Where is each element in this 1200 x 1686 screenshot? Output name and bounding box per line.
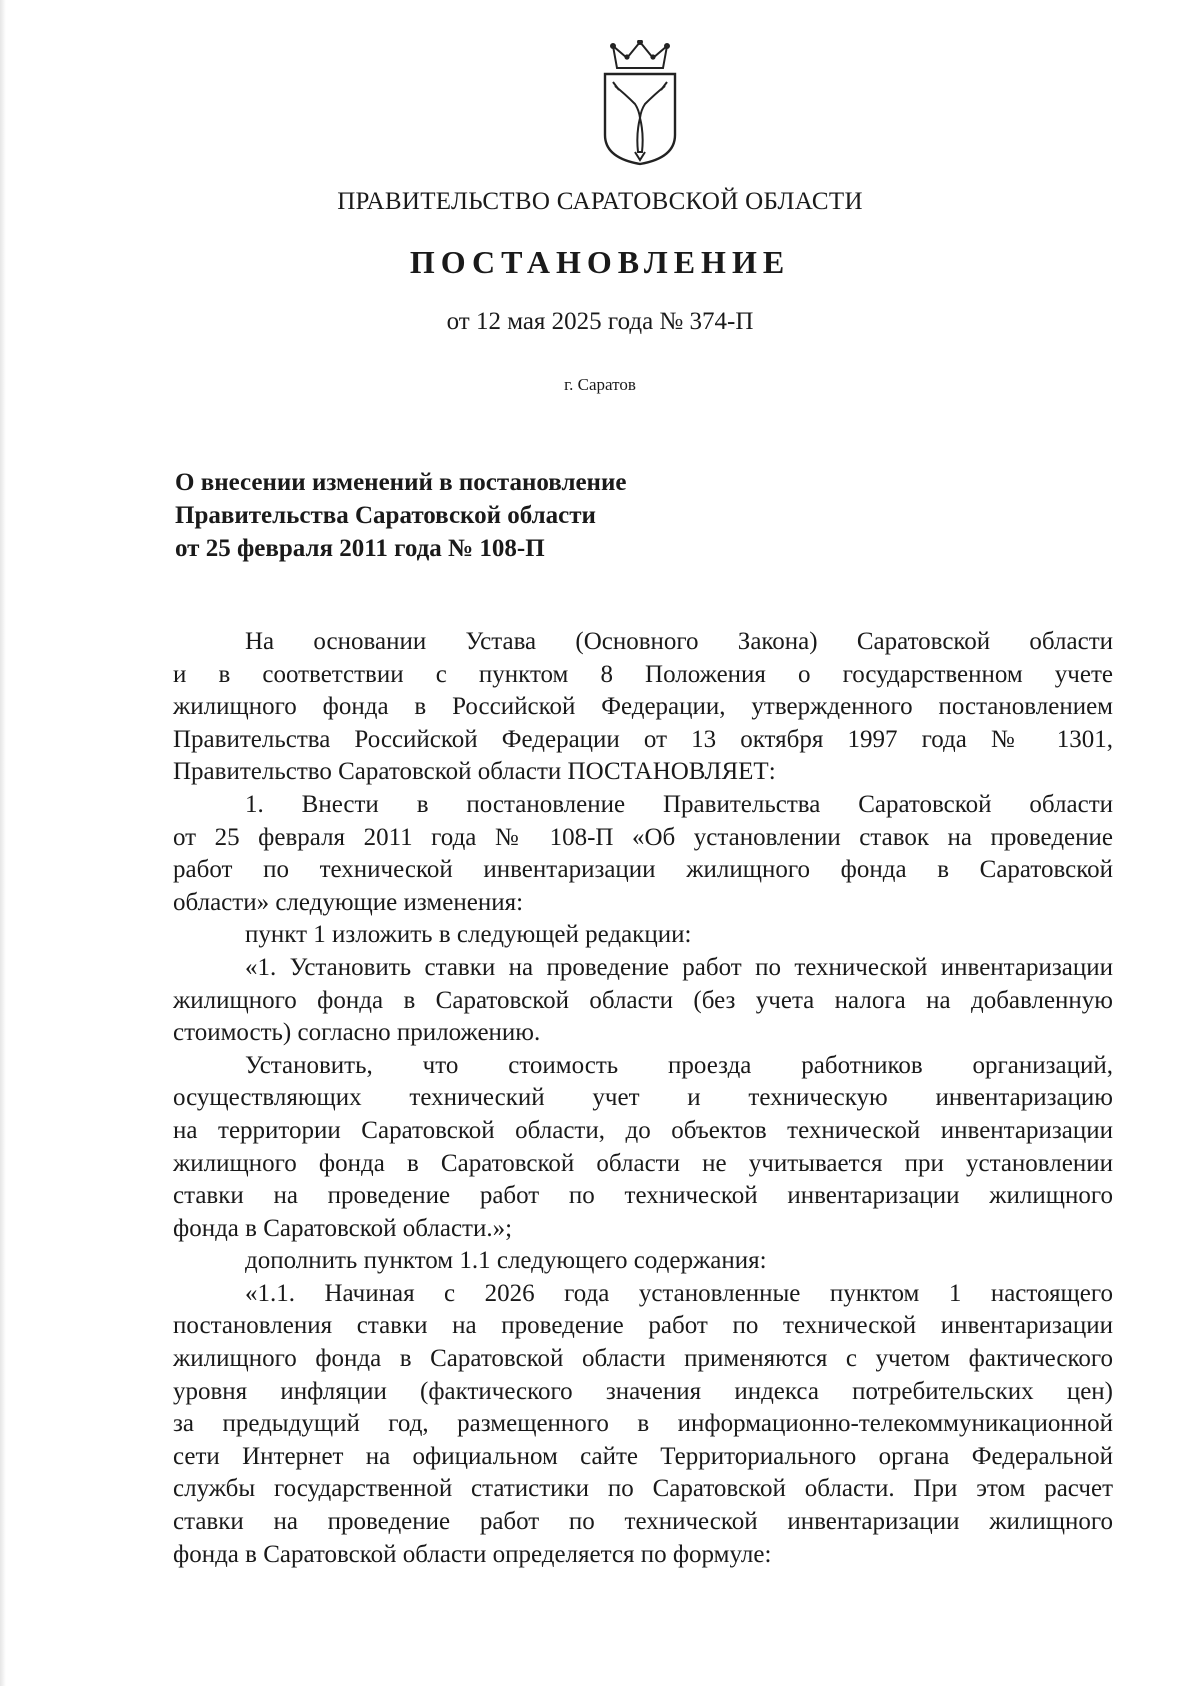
saratov-coat-of-arms-icon (595, 40, 685, 170)
document-city: г. Саратов (564, 375, 636, 394)
body-line: постановления ставки на проведение работ по технической инвентаризации (173, 1312, 1113, 1340)
body-line: жилищного фонда в Саратовской области (без учета налога на добавленную (173, 986, 1113, 1014)
body-line: 1. Внести в постановление Правительства Саратовской области (245, 790, 1113, 818)
body-line: и в соответствии с пунктом 8 Положения о государственном учете (173, 660, 1113, 688)
issuing-authority: ПРАВИТЕЛЬСТВО САРАТОВСКОЙ ОБЛАСТИ (337, 188, 863, 215)
body-line: на территории Саратовской области, до объектов технической инвентаризации (173, 1116, 1113, 1144)
subject-line: от 25 февраля 2011 года № 108-П (175, 535, 545, 562)
document-type: ПОСТАНОВЛЕНИЕ (409, 244, 791, 280)
body-line: от 25 февраля 2011 года № 108-П «Об установлении ставок на проведение (173, 823, 1113, 851)
body-line: пункт 1 изложить в следующей редакции: (245, 921, 692, 949)
body-line: жилищного фонда в Саратовской области не учитывается при установлении (173, 1149, 1113, 1177)
body-line: фонда в Саратовской области.»; (173, 1214, 513, 1242)
body-line: На основании Устава (Основного Закона) Саратовской области (245, 628, 1113, 655)
body-line: работ по технической инвентаризации жилищного фонда в Саратовской (173, 856, 1113, 884)
subject-line: О внесении изменений в постановление (175, 469, 627, 496)
body-line: ставки на проведение работ по технической инвентаризации жилищного (173, 1182, 1113, 1210)
body-line: осуществляющих технический учет и техническую инвентаризацию (173, 1084, 1113, 1112)
body-line: области» следующие изменения: (173, 888, 524, 916)
body-line: дополнить пунктом 1.1 следующего содержания: (245, 1247, 767, 1275)
body-line: ставки на проведение работ по технической инвентаризации жилищного (173, 1508, 1113, 1536)
body-line: «1.1. Начиная с 2026 года установленные пунктом 1 настоящего (245, 1279, 1113, 1307)
body-line: сети Интернет на официальном сайте Территориального органа Федеральной (173, 1442, 1113, 1470)
subject-line: Правительства Саратовской области (175, 502, 596, 529)
document-subject (175, 466, 795, 565)
body-line: жилищного фонда в Саратовской области применяются с учетом фактического (173, 1345, 1113, 1373)
body-line: фонда в Саратовской области определяется по формуле: (173, 1540, 772, 1568)
body-line: Правительства Российской Федерации от 13 октября 1997 года № 1301, (173, 725, 1113, 753)
body-line: службы государственной статистики по Саратовской области. При этом расчет (173, 1475, 1113, 1503)
document-body (173, 626, 1113, 1571)
body-line: за предыдущий год, размещенного в информационно-телекоммуникационной (173, 1410, 1113, 1438)
body-line: стоимость) согласно приложению. (173, 1019, 541, 1047)
body-line: Правительство Саратовской области ПОСТАНОВЛЯЕТ: (173, 758, 776, 786)
document-date-number: от 12 мая 2025 года № 374-П (446, 308, 754, 335)
body-line: Установить, что стоимость проезда работников организаций, (245, 1051, 1113, 1079)
body-line: жилищного фонда в Российской Федерации, утвержденного постановлением (173, 693, 1113, 721)
body-line: уровня инфляции (фактического значения индекса потребительских цен) (173, 1377, 1113, 1405)
body-line: «1. Установить ставки на проведение работ по технической инвентаризации (245, 953, 1113, 981)
